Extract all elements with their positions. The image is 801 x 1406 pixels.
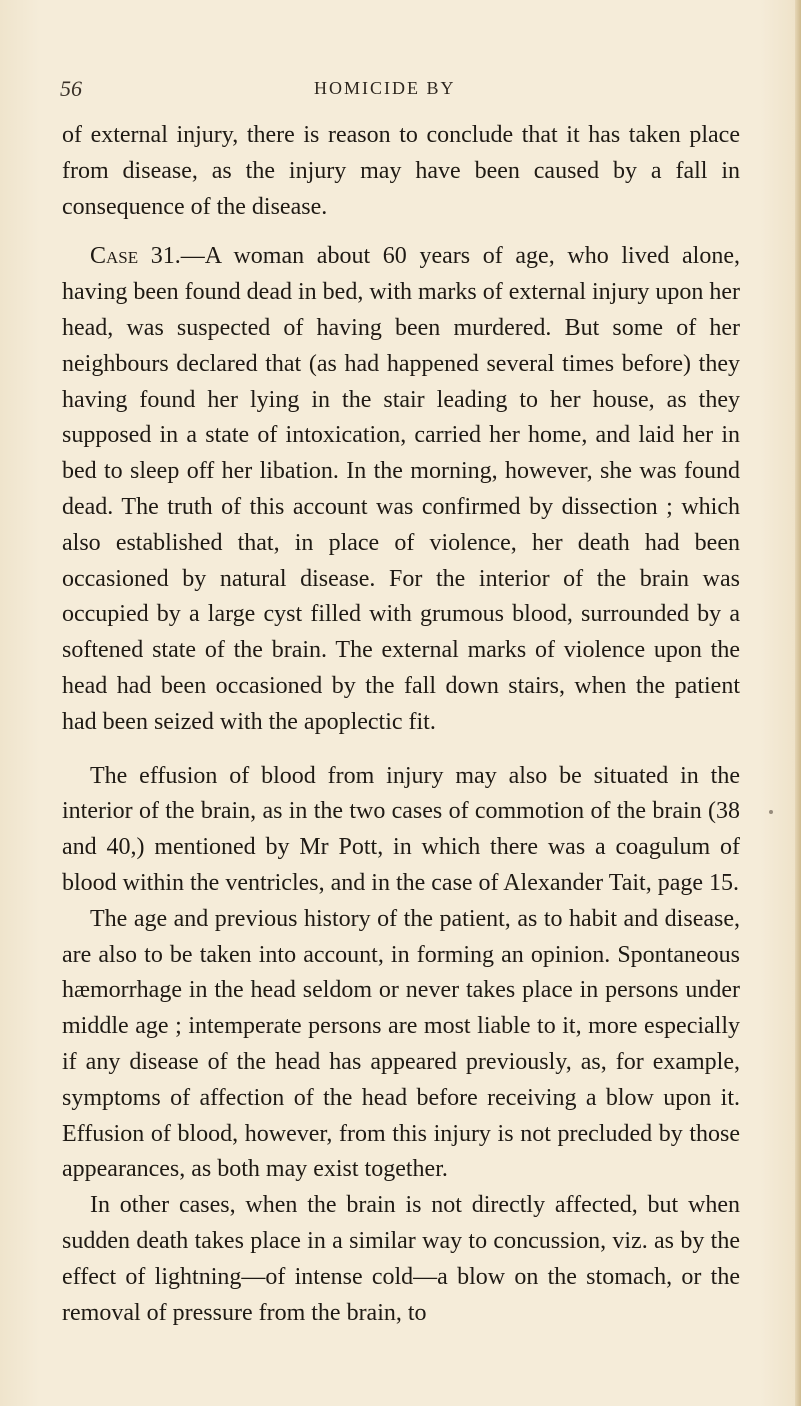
other-cases-paragraph: In other cases, when the brain is not directly affected, but when sudden death takes place in a similar way to concussion, viz. as by the effect of lightning—of intense cold—a blow on the stomach, or the removal of pressure from the brain, to (62, 1192, 740, 1326)
page-header (60, 76, 740, 106)
effusion-paragraph: The effusion of blood from injury may also be situated in the interior of the brain, as in the two cases of commotion of the brain (38 and 40,) mentioned by Mr Pott, in which there was a coagulum of blood within the ventricles, and in the case of Alexander Tait, page 15. (62, 762, 740, 896)
running-title: HOMICIDE BY (314, 78, 456, 98)
page-edge (795, 0, 801, 1406)
case-31-paragraph (62, 239, 740, 740)
body-text (62, 118, 740, 1331)
case-31-text: —A woman about 60 years of age, who lived alone, having been found dead in bed, with marks of external injury upon her head, was suspected of having been murdered. But some of her neighbours declared that (as had happened several times before) they having found her lying in the stair leading to her house, as they supposed in a state of intoxication, carried her home, and laid her in bed to sleep off her libation. In the morning, however, she was found dead. The truth of this account was confirmed by dissection ; which also established that, in place of violence, her death had been occasioned by natural disease. For the interior of the brain was occupied by a large cyst filled with grumous blood, surrounded by a softened state of the brain. The external marks of violence upon the head had been occasioned by the fall down stairs, when the patient had been seized with the apoplectic fit. (62, 243, 740, 735)
paragraph-continuation: of external injury, there is reason to conclude that it has taken place from disease, as the injury may have been caused by a fall in consequence of the disease. (62, 122, 740, 220)
age-history-paragraph: The age and previous history of the patient, as to habit and disease, are also to be taken into account, in forming an opinion. Spontaneous hæmorrhage in the head seldom or never takes place in persons under middle age ; intemperate persons are most liable to it, more especially if any disease of the head has appeared previously, as, for example, symptoms of affection of the head before receiving a blow upon it. Effusion of blood, however, from this injury is not precluded by those appearances, as both may exist together. (62, 905, 740, 1183)
page-number: 56 (60, 76, 82, 101)
case-label: Case 31. (90, 243, 181, 270)
paper-speck (769, 810, 773, 814)
